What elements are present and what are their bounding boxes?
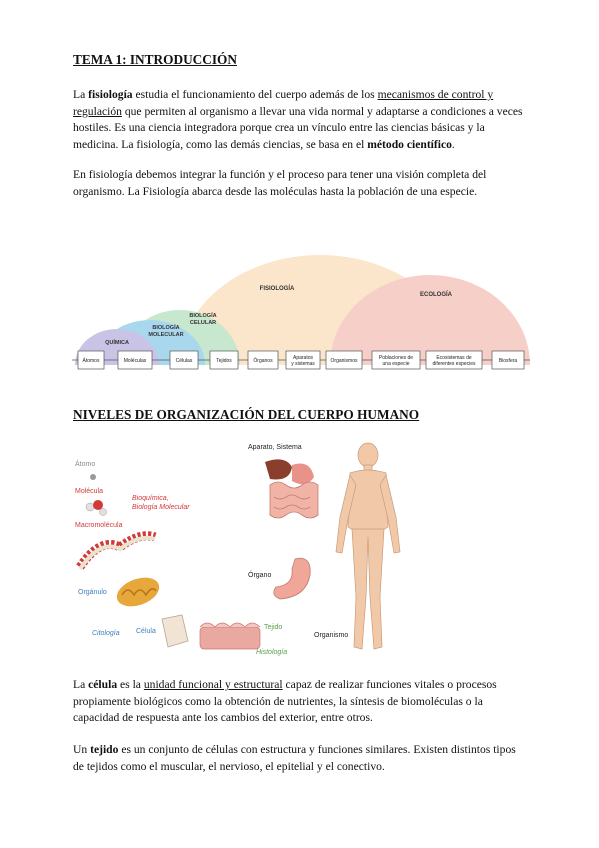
text: es un conjunto de células con estructura y funciones similares. Existen distintos tipos de tejidos como el muscular, el nervioso, el epitelial y el conectivo. xyxy=(73,743,516,773)
paragraph-tejido xyxy=(73,742,523,775)
term-fisiologia: fisiología xyxy=(88,88,133,101)
paragraph-celula xyxy=(73,677,523,727)
underlined-phrase: mecanismos de control y regulación xyxy=(73,88,494,118)
molecule-icon xyxy=(86,500,107,516)
organelle-icon xyxy=(113,572,163,611)
aparato-sistema-label: Aparato, Sistema xyxy=(248,444,302,451)
histologia-label: Histología xyxy=(256,649,288,656)
disciplines-diagram xyxy=(70,255,530,375)
stomach-icon xyxy=(274,558,310,599)
box-label: Tejidos xyxy=(216,358,232,364)
box-label: Órganos xyxy=(253,358,273,364)
quimica-label: QUÍMICA xyxy=(105,340,129,346)
celula-label: Célula xyxy=(136,628,156,635)
term-celula: célula xyxy=(88,678,118,691)
text: es la xyxy=(117,678,144,691)
biologia-celular-label-1: BIOLOGÍA xyxy=(189,313,217,319)
box-label: una especie xyxy=(382,361,410,367)
citologia-label: Citología xyxy=(92,630,120,637)
text: La xyxy=(73,88,89,101)
box-label: Poblaciones de xyxy=(378,355,414,361)
tejido-label: Tejido xyxy=(264,624,283,631)
biologia-molecular-label-2: MOLECULAR xyxy=(148,332,184,338)
text: Un xyxy=(73,743,91,756)
ecologia-label: ECOLOGÍA xyxy=(419,292,453,298)
text: La xyxy=(73,678,89,691)
section-heading-niveles: NIVELES DE ORGANIZACIÓN DEL CUERPO HUMANO xyxy=(73,407,420,422)
box-label: y sistemas xyxy=(291,361,315,367)
box-label: diferentes especies xyxy=(432,361,476,367)
box-label: Células xyxy=(175,358,193,364)
fisiologia-label: FISIOLOGÍA xyxy=(259,286,295,292)
paragraph-integracion: En fisiología debemos integrar la función y el proceso para tener una visión completa del organismo. La Fisiología abarca desde las moléculas hasta la población de una especie. xyxy=(73,168,487,198)
organo-label: Órgano xyxy=(248,572,272,579)
bioquimica-label-1: Bioquímica, xyxy=(132,495,169,502)
term-tejido: tejido xyxy=(90,743,119,756)
organismo-label: Organismo xyxy=(314,632,349,639)
term-metodo-cientifico: método científico xyxy=(367,137,452,151)
text: que permiten al organismo a llevar una vida normal y adaptarse a condiciones a veces hostiles. Es una ciencia integradora porque crea un vínculo entre las ciencias básicas y la medicina. La fisiología, como las demás ciencias, se basa en el xyxy=(73,104,523,151)
atom-icon xyxy=(90,474,96,480)
molecula-label: Molécula xyxy=(75,488,104,495)
tissue-icon xyxy=(200,623,260,649)
box-label: Organismos xyxy=(330,358,358,364)
digestive-system-icon xyxy=(265,459,318,518)
page-title: TEMA 1: INTRODUCCIÓN xyxy=(73,52,238,67)
biologia-celular-label-2: CELULAR xyxy=(189,320,217,326)
bioquimica-label-2: Biología Molecular xyxy=(132,504,190,511)
organization-levels-figure xyxy=(70,437,530,667)
text: capaz de realizar funciones vitales o procesos propiamente biológicos como la obtención de nutrientes, la síntesis de biomoléculas o la capacidad de respuesta ante los cambios del exterior, entre otros. xyxy=(73,678,497,725)
atomo-label: Átomo xyxy=(75,461,96,468)
text: estudia el funcionamiento del cuerpo además de los xyxy=(132,88,378,101)
macromolecule-icon xyxy=(80,536,155,569)
biologia-molecular-label-1: BIOLOGÍA xyxy=(152,325,180,331)
box-label: Átomos xyxy=(82,358,100,364)
text: . xyxy=(451,137,455,151)
cell-icon xyxy=(162,615,188,647)
box-label: Aparatos xyxy=(292,355,314,361)
box-label: Moléculas xyxy=(123,358,147,364)
box-label: Ecosistemas de xyxy=(436,355,472,361)
human-body-icon xyxy=(336,443,400,649)
box-label: Biosfera xyxy=(498,358,518,364)
macromolecula-label: Macromolécula xyxy=(75,522,123,529)
paragraph-fisiologia xyxy=(73,87,523,153)
underlined-phrase: unidad funcional y estructural xyxy=(143,678,283,691)
organulo-label: Orgánulo xyxy=(78,589,107,596)
